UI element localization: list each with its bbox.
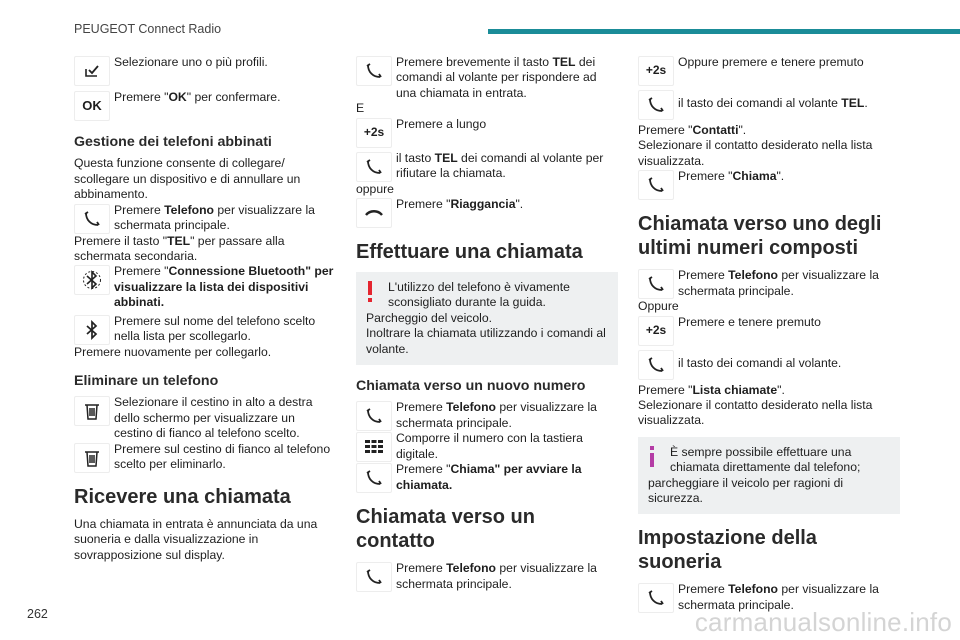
phone-step: Premere Telefono per visualizzare la schermata principale. (638, 582, 900, 613)
info-icon (648, 445, 656, 467)
wheel-tel-step: il tasto dei comandi al volante TEL. (638, 89, 900, 120)
checkbox-icon (74, 56, 110, 86)
column-3: +2s Oppure premere e tenere premuto il tasto dei comandi al volante TEL. Premere "Contatti". Selezionare il contatto desiderato nella lista visualizzata. Premere "Chiama". Chiamata verso uno degli ultimi numeri composti Premere Telefono per visualizzare la schermata principale. Oppure +2s Premere e tenere premuto il tasto dei comandi al volante. Premere "Lista chiamate". Selezionare il contatto desiderato nella lista visualizzata. È sempre possibile effettuare una chiamata direttamente dal telefono; parcheggiare il veicolo per ragioni di sicurezza. Impostazione della suoneria Premere Telefono per visualizzare la schermata principale. (638, 55, 900, 613)
phone-step: Premere Telefono per visualizzare la schermata principale. (356, 400, 618, 431)
column-2: Premere brevemente il tasto TEL dei comandi al volante per rispondere ad una chiamata in entrata. E +2s Premere a lungo il tasto TEL dei comandi al volante per rifiutare la chiamata. oppure Premere "Riaggancia". Effettuare una chiamata L'utilizzo del telefono è vivamente sconsigliato durante la guida. Parcheggio del veicolo. Inoltrare la chiamata utilizzando i comandi al volante. Chiamata verso un nuovo numero Premere Telefono per visualizzare la schermata principale. Comporre il numero con la tastiera digitale. Premere "Chiama" per avviare la chiamata. Chiamata verso un contatto Premere Telefono per visualizzare la schermata principale. (356, 55, 618, 592)
phone-handset-icon (356, 401, 392, 431)
phone-handset-icon (638, 269, 674, 299)
heading-make-call: Effettuare una chiamata (356, 241, 583, 264)
heading-ringtone: Impostazione della suoneria (638, 527, 817, 574)
phone-handset-icon (638, 170, 674, 200)
ok-icon: OK (74, 91, 110, 121)
heading-paired-phones: Gestione dei telefoni abbinati (74, 134, 272, 150)
phone-handset-icon (638, 350, 674, 380)
bluetooth-connect-icon (74, 265, 110, 295)
phone-handset-icon (356, 152, 392, 182)
phone-handset-icon (356, 56, 392, 86)
wheel-key-step: il tasto dei comandi al volante. (638, 349, 900, 380)
header-title: PEUGEOT Connect Radio (74, 22, 222, 36)
heading-last-numbers: Chiamata verso uno degli ultimi numeri composti (638, 213, 882, 260)
phone-step: Premere Telefono per visualizzare la schermata principale. (356, 561, 618, 592)
two-seconds-icon: +2s (638, 316, 674, 346)
phone-handset-icon (356, 562, 392, 592)
header-accent-bar (488, 29, 960, 34)
warning-note: L'utilizzo del telefono è vivamente sconsigliato durante la guida. Parcheggio del veicolo. Inoltrare la chiamata utilizzando i comandi al volante. (356, 272, 618, 365)
heading-contact-call: Chiamata verso un contatto (356, 506, 535, 553)
watermark: carmanualsonline.info (694, 607, 952, 637)
heading-receive-call: Ricevere una chiamata (74, 485, 291, 508)
or-hold-step: +2s Oppure premere e tenere premuto (638, 55, 900, 86)
hang-up-icon (356, 198, 392, 228)
bluetooth-step: Premere "Connessione Bluetooth" per visualizzare la lista dei dispositivi abbinati. (74, 264, 336, 310)
ok-step: OK Premere "OK" per confermare. (74, 90, 336, 121)
two-seconds-icon: +2s (356, 118, 392, 148)
warning-icon (366, 280, 374, 302)
chiama-step: Premere "Chiama". (638, 169, 900, 200)
phone-step: Premere Telefono per visualizzare la schermata principale. (74, 203, 336, 234)
call-step: Premere "Chiama" per avviare la chiamata. (356, 462, 618, 493)
phone-handset-icon (74, 204, 110, 234)
phone-handset-icon (638, 583, 674, 613)
phone-step: Premere Telefono per visualizzare la schermata principale. (638, 268, 900, 299)
column-1: Selezionare uno o più profili. OK Premere "OK" per confermare. Gestione dei telefoni abbinati Questa funzione consente di collegare/ scollegare un dispositivo e di annullare un abbinamento. Premere Telefono per visualizzare la schermata principale. Premere il tasto "TEL" per passare alla schermata secondaria. Premere "Connessione Bluetooth" per visualizzare la lista dei dispositivi abbinati. Premere sul nome del telefono scelto nella lista per scollegarlo. Premere nuovamente per collegarlo. Eliminare un telefono Selezionare il cestino in alto a destra dello schermo per visualizzare un cestino di fianco al telefono scelto. Premere sul cestino di fianco al telefono scelto per eliminarlo. Ricevere una chiamata Una chiamata in entrata è annunciata da una suoneria e dalla visualizzazione in sovrapposizione sul display. (74, 55, 336, 563)
dial-step: Comporre il numero con la tastiera digitale. (356, 431, 618, 462)
heading-delete-phone: Eliminare un telefono (74, 373, 219, 390)
press-hold-step: +2s Premere e tenere premuto (638, 315, 900, 346)
tel-short-step: Premere brevemente il tasto TEL dei comandi al volante per rispondere ad una chiamata in entrata. (356, 55, 618, 101)
bluetooth-icon (74, 315, 110, 345)
trash-top-step: Selezionare il cestino in alto a destra dello schermo per visualizzare un cestino di fianco al telefono scelto. (74, 395, 336, 441)
trash-press-step: Premere sul cestino di fianco al telefono scelto per eliminarlo. (74, 442, 336, 473)
phone-handset-icon (356, 463, 392, 493)
hangup-step: Premere "Riaggancia". (356, 197, 618, 228)
select-profiles-step (74, 55, 336, 86)
phone-handset-icon (638, 90, 674, 120)
two-seconds-icon: +2s (638, 56, 674, 86)
trash-icon (74, 396, 110, 426)
page-number: 262 (27, 607, 48, 621)
select-profiles-text: Selezionare uno o più profili. (114, 55, 268, 69)
bluetooth-name-step: Premere sul nome del telefono scelto nella lista per scollegarlo. (74, 314, 336, 345)
keypad-icon (356, 432, 392, 462)
heading-new-number: Chiamata verso un nuovo numero (356, 378, 586, 395)
paired-description: Questa funzione consente di collegare/ scollegare un dispositivo e di annullare un abbinamento. (74, 156, 301, 202)
info-note: È sempre possibile effettuare una chiamata direttamente dal telefono; parcheggiare il veicolo per ragioni di sicurezza. (638, 437, 900, 515)
trash-icon (74, 443, 110, 473)
tel-refuse-step: il tasto TEL dei comandi al volante per rifiutare la chiamata. (356, 151, 618, 182)
long-press-step: +2s Premere a lungo (356, 117, 618, 148)
